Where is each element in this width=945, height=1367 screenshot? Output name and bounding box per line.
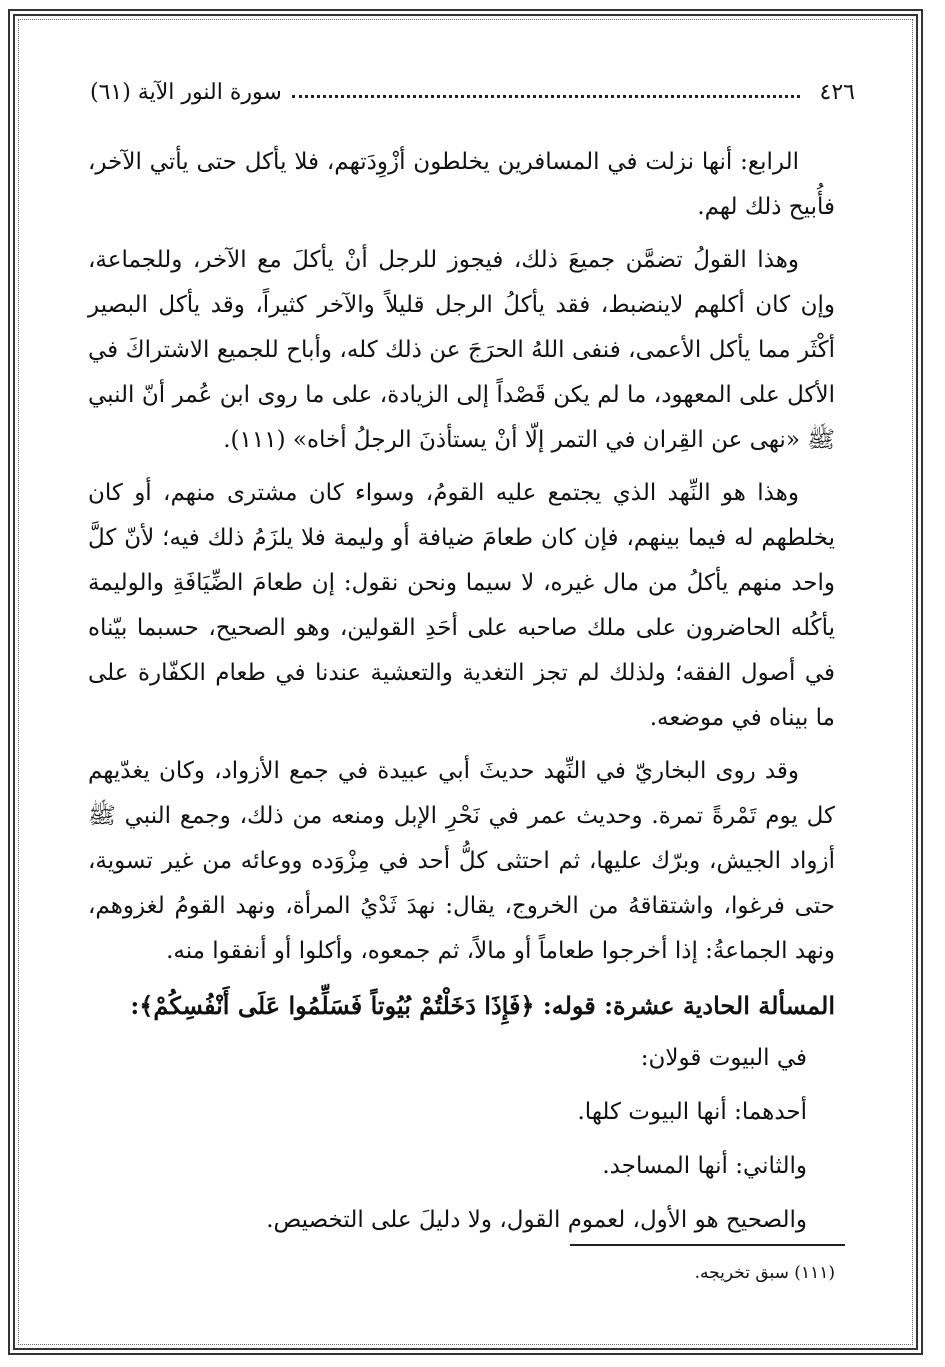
footnote: (١١١) سبق تخريجه. xyxy=(694,1263,835,1283)
paragraph-2: وهذا القولُ تضمَّن جميعَ ذلك، فيجوز للرجل أنْ يأكلَ مع الآخر، وللجماعة، وإن كان أكلهم لاينضبط، فقد يأكلُ الرجل قليلاً والآخر كثيراً، وقد يأكل البصير أكْثَر مما يأكل الأعمى، فنفى اللهُ الحرَجَ عن ذلك كله، وأباح للجميع الاشتراكَ في الأكل على المعهود، ما لم يكن قَصْداً إلى الزيادة، على ما روى ابن عُمر أنّ النبي ﷺ «نهى عن القِران في التمر إلّا أنْ يستأذنَ الرجلُ أخاه» (١١١). xyxy=(88,247,835,453)
text-line-2: أحدهما: أنها البيوت كلها. xyxy=(577,1099,807,1125)
text-line-4: والصحيح هو الأول، لعموم القول، ولا دليلَ على التخصيص. xyxy=(266,1207,807,1233)
paragraph-3: وهذا هو النِّهد الذي يجتمع عليه القومُ، وسواء كان مشترى منهم، أو كان يخلطهم له فيما بينهم، فإن كان طعامَ ضيافة أو وليمة فلا يلزَمُ ذلك فيه؛ لأنّ كلَّ واحد منهم يأكلُ من مال غيره، لا سيما ونحن نقول: إن طعامَ الضِّيَافَةِ والوليمة يأكُله الحاضرون على ملك صاحبه على أحَدِ القولين، وهو الصحيح، حسبما بيّناه في أصول الفقه؛ ولذلك لم تجز التغدية والتعشية عندنا في طعام الكفّارة على ما بيناه في موضعه. xyxy=(88,480,835,731)
paragraph-4: وقد روى البخاريّ في النِّهد حديثَ أبي عبيدة في جمع الأزواد، وكان يغدّيهم كل يوم تَمْرةً تمرة. وحديث عمر في نَحْرِ الإبل ومنعه من ذلك، وجمع النبي ﷺ أزواد الجيش، وبرّك عليها، ثم احتثى كلُّ أحد في مِزْوَده ووعائه من غير تسوية، حتى فرغوا، واشتقاقهُ من الخروج، يقال: نهدَ ثَدْيُ المرأة، ونهد القومُ لغزوهم، ونهد الجماعةُ: إذا أخرجوا طعاماً أو مالاً، ثم جمعوه، وأكلوا أو أنفقوا منه. xyxy=(88,758,835,964)
text-line-3: والثاني: أنها المساجد. xyxy=(602,1153,807,1179)
page-header xyxy=(90,72,855,112)
section-heading: المسألة الحادية عشرة: قوله: ﴿فَإِذَا دَخَلْتُمْ بُيُوتاً فَسَلِّمُوا عَلَى أَنْفُسِكُمْ﴾: xyxy=(130,991,835,1020)
footnote-separator xyxy=(570,1244,845,1246)
text-line-1: في البيوت قولان: xyxy=(640,1045,807,1071)
page-number: ٤٢٦ xyxy=(819,79,855,105)
paragraph-1: الرابع: أنها نزلت في المسافرين يخلطون أزْوِدَتهم، فلا يأكل حتى يأتي الآخر، فأُبيح ذلك لهم. xyxy=(88,149,835,220)
main-text xyxy=(88,140,835,1252)
running-title: سورة النور الآية (٦١) xyxy=(90,79,282,105)
header-dotted-leader xyxy=(292,87,800,98)
